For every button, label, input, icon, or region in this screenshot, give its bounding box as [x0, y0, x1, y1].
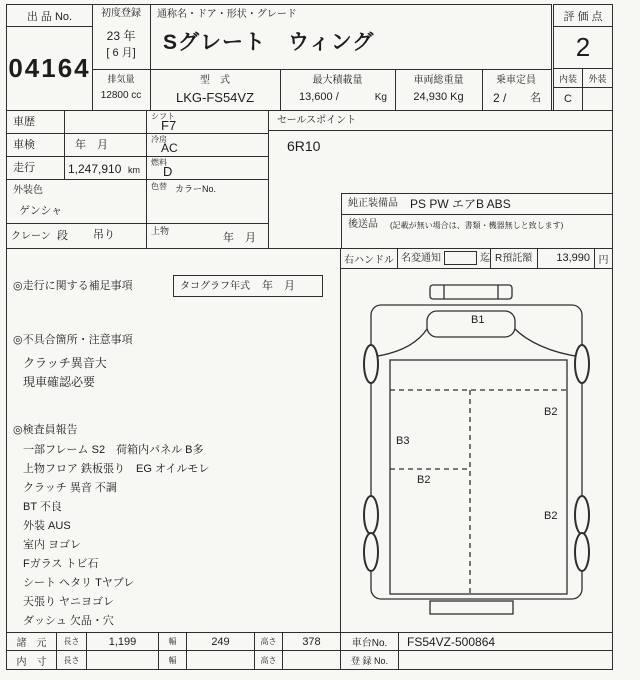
inspection-value-cell [65, 134, 146, 157]
report-item: 室内 ヨゴレ [23, 539, 82, 551]
inspection-label-cell [7, 134, 65, 157]
name-change-cell [398, 249, 491, 268]
report-item: Fガラス トビ石 [23, 558, 99, 570]
top-table [6, 4, 552, 111]
report-item: 上物フロア 鉄板張り EG オイルモレ [23, 463, 210, 475]
max-load-cell [281, 70, 396, 110]
diagram-area [340, 268, 613, 633]
name-change-box [444, 251, 477, 265]
lot-no-label: 出 品 No. [7, 5, 93, 27]
damage-label-b1: B1 [471, 314, 485, 326]
equipment-value: PS PW エアB ABS [410, 197, 511, 211]
model-cell [151, 70, 281, 110]
tacho-value: 年 月 [262, 280, 295, 292]
ext-color-label: 外装色 [13, 185, 43, 196]
steering-label: 右ハンドル [341, 249, 398, 268]
inspection-value: 年 月 [75, 139, 108, 151]
forward-note: (記載が無い場合は、書類・機器無しと致します) [390, 221, 564, 230]
front-bumper [430, 285, 512, 299]
ext-color-value: ゲンシャ [19, 205, 63, 217]
forward-label: 後送品 [348, 219, 378, 230]
score-label: 評 価 点 [554, 5, 612, 27]
name-header: 通称名・ドア・形状・グレード [157, 9, 297, 20]
inner-dim-label: 内 寸 [7, 651, 57, 669]
width-label: 幅 [159, 633, 187, 651]
recycle-cell [491, 249, 612, 268]
damage-label-b3: B3 [396, 435, 410, 447]
wheel [364, 533, 378, 571]
cargo-dividers [390, 390, 567, 594]
history-value-cell [65, 111, 146, 134]
shift-label: シフト [151, 112, 175, 121]
inner-length-label: 長さ [57, 651, 87, 669]
defect-title: ◎不具合箇所・注意事項 [13, 334, 133, 346]
interior-label: 内装 [554, 69, 583, 88]
crane-step-label: 段 [57, 230, 68, 242]
report-item: 天張り ヤニヨゴレ [23, 596, 115, 608]
crane-cell [7, 224, 146, 248]
report-title: ◎検査員報告 [13, 424, 78, 436]
reg-no-label: 登 録 No. [341, 651, 399, 669]
details-table [6, 110, 269, 249]
report-item: 一部フレーム S2 荷箱内パネル B多 [23, 444, 204, 456]
capacity-unit: 名 [530, 92, 541, 104]
gross-weight-cell [396, 70, 483, 110]
inner-height-label: 高さ [255, 651, 283, 669]
defect-item: クラッチ異音大 [23, 356, 107, 370]
height-label: 高さ [255, 633, 283, 651]
max-load-value: 13,600 / [299, 91, 339, 103]
wheel [575, 345, 589, 383]
lot-number: 04164 [7, 27, 93, 110]
recycle-label: R預託額 [495, 253, 533, 264]
mileage-note-title: ◎走行に関する補足事項 [13, 280, 133, 292]
equipment-row [341, 193, 612, 214]
chassis-value-cell [399, 633, 612, 651]
crane-label: クレーン [11, 231, 51, 242]
capacity-value: 2 / [493, 91, 507, 105]
score-value: 2 [554, 27, 612, 69]
aircon-label: 冷房 [151, 135, 167, 144]
tacho-label: タコグラフ年式 [180, 281, 250, 292]
chassis-value: FS54VZ-500864 [407, 635, 496, 649]
history-label: 車歴 [13, 116, 35, 128]
body-value: 年 月 [223, 232, 256, 244]
score-box [553, 4, 613, 111]
capacity-label: 乗車定員 [496, 75, 536, 86]
length-label: 長さ [57, 633, 87, 651]
report-item: BT 不良 [23, 501, 62, 513]
mileage-label-cell [7, 157, 65, 180]
first-reg-cell [93, 5, 151, 70]
color-no-label: カラーNo. [175, 184, 217, 194]
sales-value: 6R10 [287, 138, 321, 154]
history-label-cell [7, 111, 65, 134]
aircon-cell [146, 134, 268, 157]
body-label: 上物 [151, 226, 170, 236]
capacity-cell [483, 70, 551, 110]
mileage-value: 1,247,910 [68, 162, 122, 176]
report-item: 外装 AUS [23, 520, 71, 532]
fuel-value: D [163, 164, 173, 179]
inspection-label: 車検 [13, 139, 35, 151]
damage-label-b2-right-bottom: B2 [544, 510, 558, 522]
inner-width-value [187, 651, 255, 669]
exterior-label: 外装 [583, 69, 612, 88]
report-item: クラッチ 異音 不調 [23, 482, 117, 494]
bottom-table [6, 632, 613, 670]
exterior-grade [583, 88, 612, 110]
displacement-label: 排気量 [107, 74, 135, 84]
body-cell [146, 224, 268, 248]
equipment-label: 純正装備品 [348, 198, 398, 209]
damage-label-b2-right-top: B2 [544, 406, 558, 418]
height-value: 378 [283, 633, 341, 651]
handle-row [340, 248, 613, 269]
forward-row [341, 214, 612, 248]
shift-value: F7 [161, 118, 177, 133]
mileage-value-cell [65, 157, 146, 180]
recycle-unit: 円 [594, 249, 612, 268]
recycle-value: 13,990 [556, 252, 590, 264]
first-reg-month: [ 6 月] [106, 47, 136, 59]
max-load-unit: Kg [374, 92, 387, 103]
vehicle-name: Sグレート ウィング [163, 31, 375, 54]
first-reg-label: 初度登録 [101, 8, 141, 19]
truck-top-view [341, 269, 612, 632]
fuel-label: 燃料 [151, 158, 167, 167]
inner-height-value [283, 651, 341, 669]
aircon-value: AC [161, 141, 178, 155]
first-reg-year: 23 年 [106, 29, 136, 43]
wheel [575, 496, 589, 534]
wheels [364, 345, 589, 571]
inner-length-value [87, 651, 159, 669]
wheel [364, 345, 378, 383]
report-item: ダッシュ 欠品・穴 [23, 615, 114, 627]
inner-width-label: 幅 [159, 651, 187, 669]
report-item: シート ヘタリ Tヤブレ [23, 577, 135, 589]
reg-no-value-cell [399, 651, 612, 669]
recycle-value-cell [537, 249, 594, 268]
crane-hang-label: 吊り [93, 229, 115, 241]
until-label: 迄 [480, 253, 490, 264]
displacement-cell [93, 70, 151, 110]
length-value: 1,199 [87, 633, 159, 651]
spec-label: 諸 元 [7, 633, 57, 651]
fuel-cell [146, 157, 268, 180]
shift-cell [146, 111, 268, 134]
displacement-value: 12800 cc [100, 90, 142, 101]
defect-item: 現車確認必要 [23, 375, 96, 389]
notes-area [6, 248, 341, 633]
wheel [575, 533, 589, 571]
mileage-unit: km [128, 165, 140, 175]
repaint-label: 色替 [151, 182, 167, 191]
width-value: 249 [187, 633, 255, 651]
name-change-label: 名変通知 [401, 253, 441, 264]
sales-point-area [268, 110, 613, 249]
rear-bumper [430, 601, 513, 614]
model-label: 型 式 [200, 75, 230, 86]
repaint-cell [146, 180, 268, 224]
gross-weight-value: 24,930 Kg [413, 91, 464, 103]
max-load-label: 最大積載量 [312, 75, 363, 86]
interior-grade: C [554, 88, 583, 110]
tacho-box [173, 275, 323, 297]
sales-header-cell [269, 111, 612, 131]
chassis-label: 車台No. [341, 633, 399, 651]
model-value: LKG-FS54VZ [175, 90, 255, 105]
sales-header: セールスポイント [277, 115, 357, 126]
gross-weight-label: 車両総重量 [413, 75, 464, 86]
damage-label-b2-center: B2 [417, 474, 431, 486]
wheel [364, 496, 378, 534]
mileage-label: 走行 [13, 162, 35, 174]
vehicle-name-cell [151, 5, 551, 70]
ext-color-cell [7, 180, 146, 224]
